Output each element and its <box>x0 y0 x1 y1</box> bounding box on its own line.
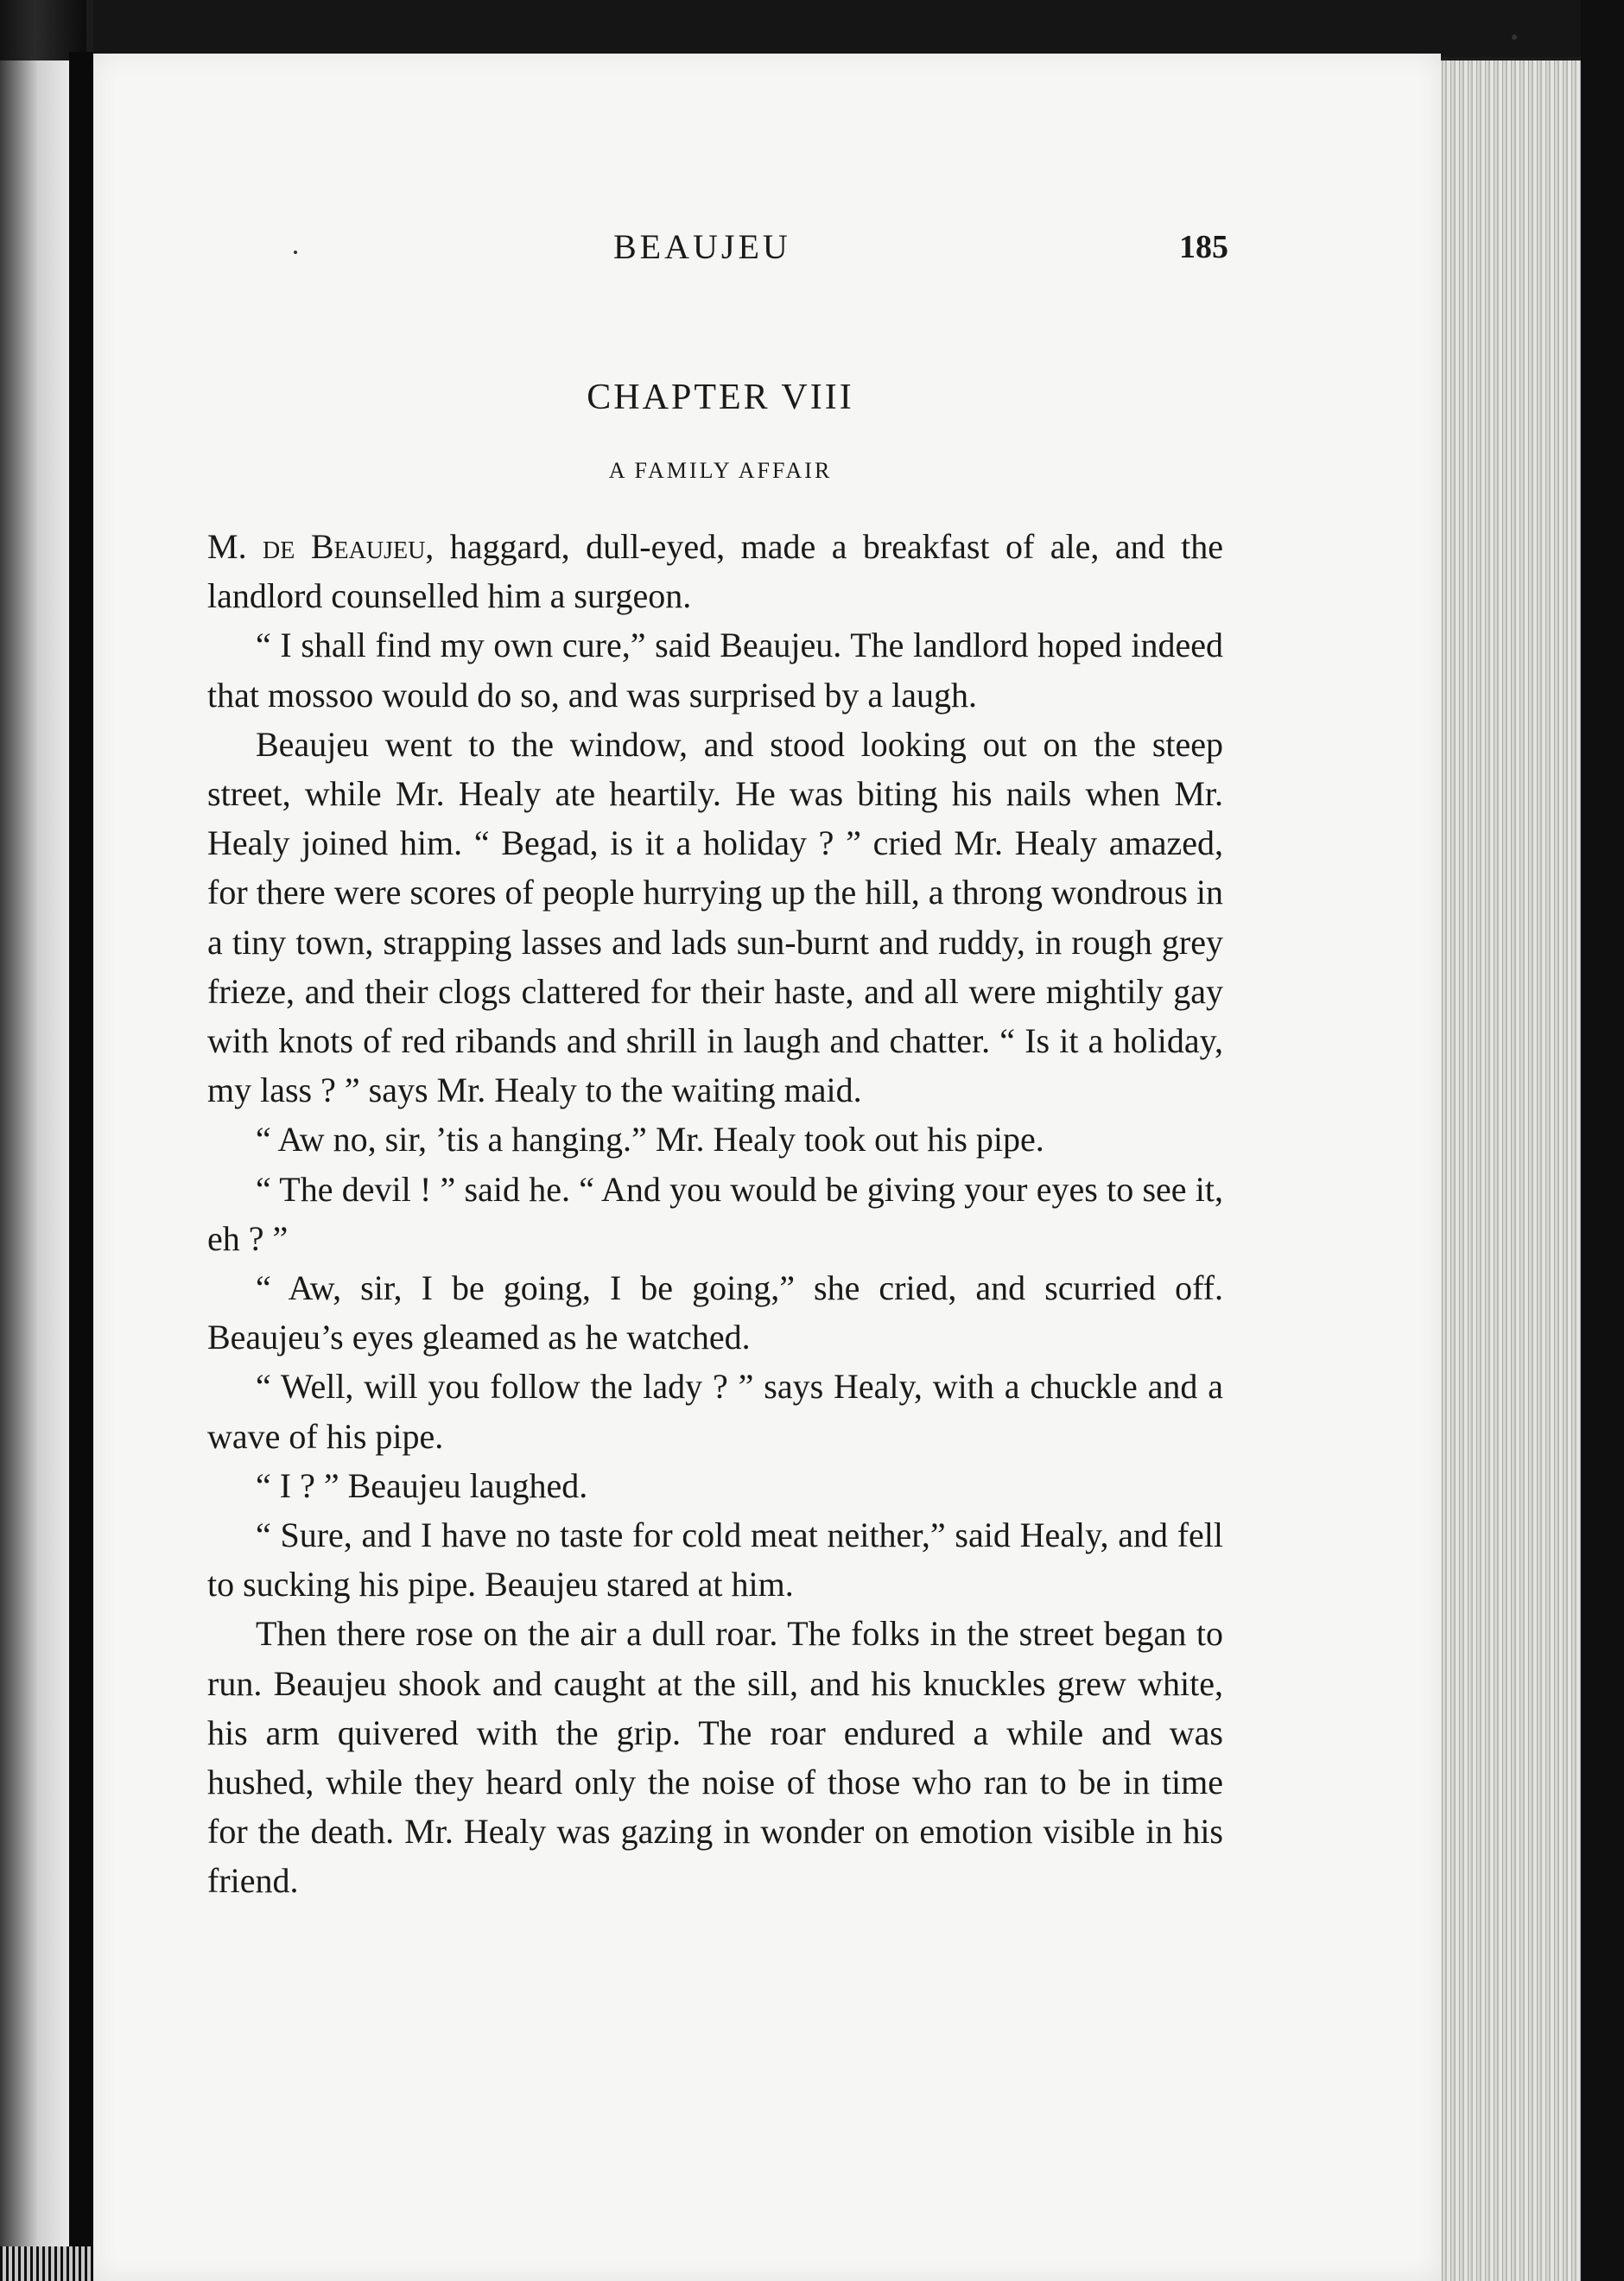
opening-name-smallcaps: de Beaujeu <box>263 527 426 566</box>
page-edges <box>1434 60 1581 2281</box>
paragraph: “ Sure, and I have no taste for cold meat neither,” said Healy, and fell to sucking his pipe. Beaujeu stared at him. <box>207 1515 1223 1604</box>
paragraph <box>207 522 1223 620</box>
opening-initial: M. <box>207 527 263 566</box>
left-page-edge-ticks <box>0 2246 95 2281</box>
page-number: 185 <box>1179 229 1228 265</box>
scan-top-border <box>93 0 1588 57</box>
paragraph: Then there rose on the air a dull roar. The folks in the street began to run. Beaujeu shook and caught at the sill, and his knuckles grew white, his arm quivered with the grip. The roar endured a while and was hushed, while they heard only the noise of those who ran to be in time for the death. Mr. Healy was gazing in wonder on emotion visible in his friend. <box>207 1614 1223 1901</box>
running-head: BEAUJEU <box>613 227 791 266</box>
paragraph: Beaujeu went to the window, and stood looking out on the steep street, while Mr. Healy ate heartily. He was biting his nails when Mr. Healy joined him. “ Begad, is it a holiday ? ” cried Mr. Healy amazed, for there were scores of people hurrying up the hill, a throng wondrous in a tiny town, strapping lasses and lads sun-burnt and ruddy, in rough grey frieze, and their clogs clattered for their haste, and all were mightily gay with knots of red ribands and shrill in laugh and chatter. “ Is it a holiday, my lass ? ” says Mr. Healy to the waiting maid. <box>207 724 1223 1110</box>
chapter-title <box>0 377 1441 418</box>
paragraph-text: , haggard, dull-eyed, made a breakfast of ale, and the landlord counselled him a surgeon. <box>207 527 1223 616</box>
paragraph: “ I ? ” Beaujeu laughed. <box>256 1465 588 1505</box>
paragraph: “ Well, will you follow the lady ? ” says Healy, with a chuckle and a wave of his pipe. <box>207 1367 1223 1456</box>
chapter-title-text: CHAPTER VIII <box>587 378 854 417</box>
body-text <box>207 522 1223 1906</box>
paragraph: “ Aw no, sir, ’tis a hanging.” Mr. Healy took out his pipe. <box>256 1120 1044 1160</box>
paragraph: “ Aw, sir, I be going, I be going,” she cried, and scurried off. Beaujeu’s eyes gleamed as he watched. <box>207 1268 1223 1357</box>
dust-speck <box>1512 35 1517 40</box>
paragraph: “ I shall find my own cure,” said Beaujeu. The landlord hoped indeed that mossoo would do so, and was surprised by a laugh. <box>207 626 1223 715</box>
scan-right-border <box>1581 0 1624 2281</box>
chapter-subtitle: A FAMILY AFFAIR <box>608 458 833 483</box>
paragraph: “ The devil ! ” said he. “ And you would be giving your eyes to see it, eh ? ” <box>207 1169 1223 1258</box>
dust-speck <box>294 251 297 254</box>
